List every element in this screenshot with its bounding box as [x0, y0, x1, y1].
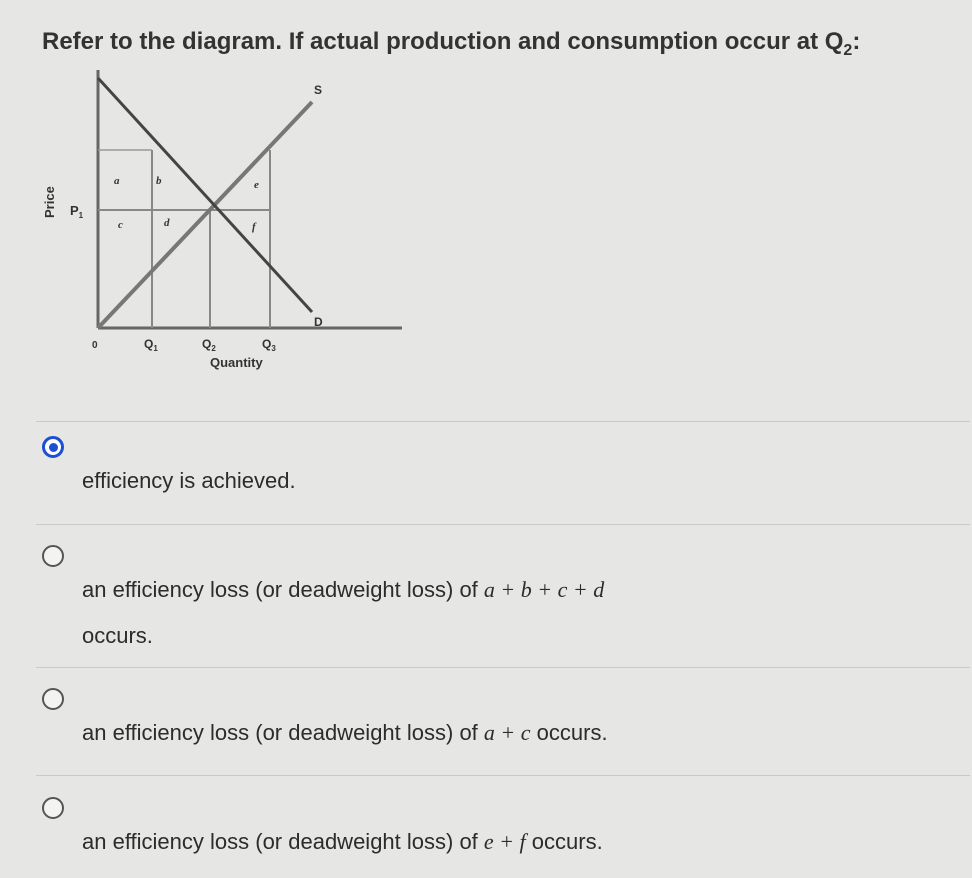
radio-button-selected[interactable] — [42, 436, 64, 458]
question-text — [42, 28, 860, 60]
radio-button[interactable] — [42, 797, 64, 819]
area-f-label: f — [252, 221, 256, 233]
area-a-label: a — [114, 175, 120, 187]
supply-label: S — [314, 83, 323, 97]
demand-curve — [98, 78, 312, 312]
divider — [36, 421, 970, 422]
area-c-label: c — [118, 219, 123, 231]
q2-label: $Q_2$ — [202, 337, 216, 353]
divider — [36, 775, 970, 776]
question-subscript: 2 — [843, 41, 853, 59]
area-e-label: e — [254, 179, 259, 191]
option-label: an efficiency loss (or deadweight loss) of e + f occurs. — [82, 829, 603, 854]
option-label: efficiency is achieved. — [82, 468, 296, 493]
divider — [36, 667, 970, 668]
option-label: an efficiency loss (or deadweight loss) of a + b + c + d occurs. — [82, 577, 605, 648]
x-axis-label: Quantity — [210, 355, 263, 370]
area-b-label: b — [156, 175, 162, 187]
option-label: an efficiency loss (or deadweight loss) of a + c occurs. — [82, 720, 608, 745]
radio-button[interactable] — [42, 545, 64, 567]
area-d-label: d — [164, 217, 170, 229]
supply-demand-diagram — [30, 60, 410, 380]
q1-label: $Q_1$ — [144, 337, 158, 353]
radio-button[interactable] — [42, 688, 64, 710]
demand-label: D — [314, 315, 323, 329]
y-axis-label: Price — [42, 186, 57, 218]
price-label: $P_1$ — [70, 203, 84, 220]
question-suffix: : — [852, 28, 861, 55]
divider — [36, 524, 970, 525]
question-body: Refer to the diagram. If actual production and consumption occur at Q — [42, 28, 844, 55]
supply-curve — [98, 102, 312, 328]
q3-label: $Q_3$ — [262, 337, 276, 353]
origin-label: 0 — [92, 340, 98, 351]
